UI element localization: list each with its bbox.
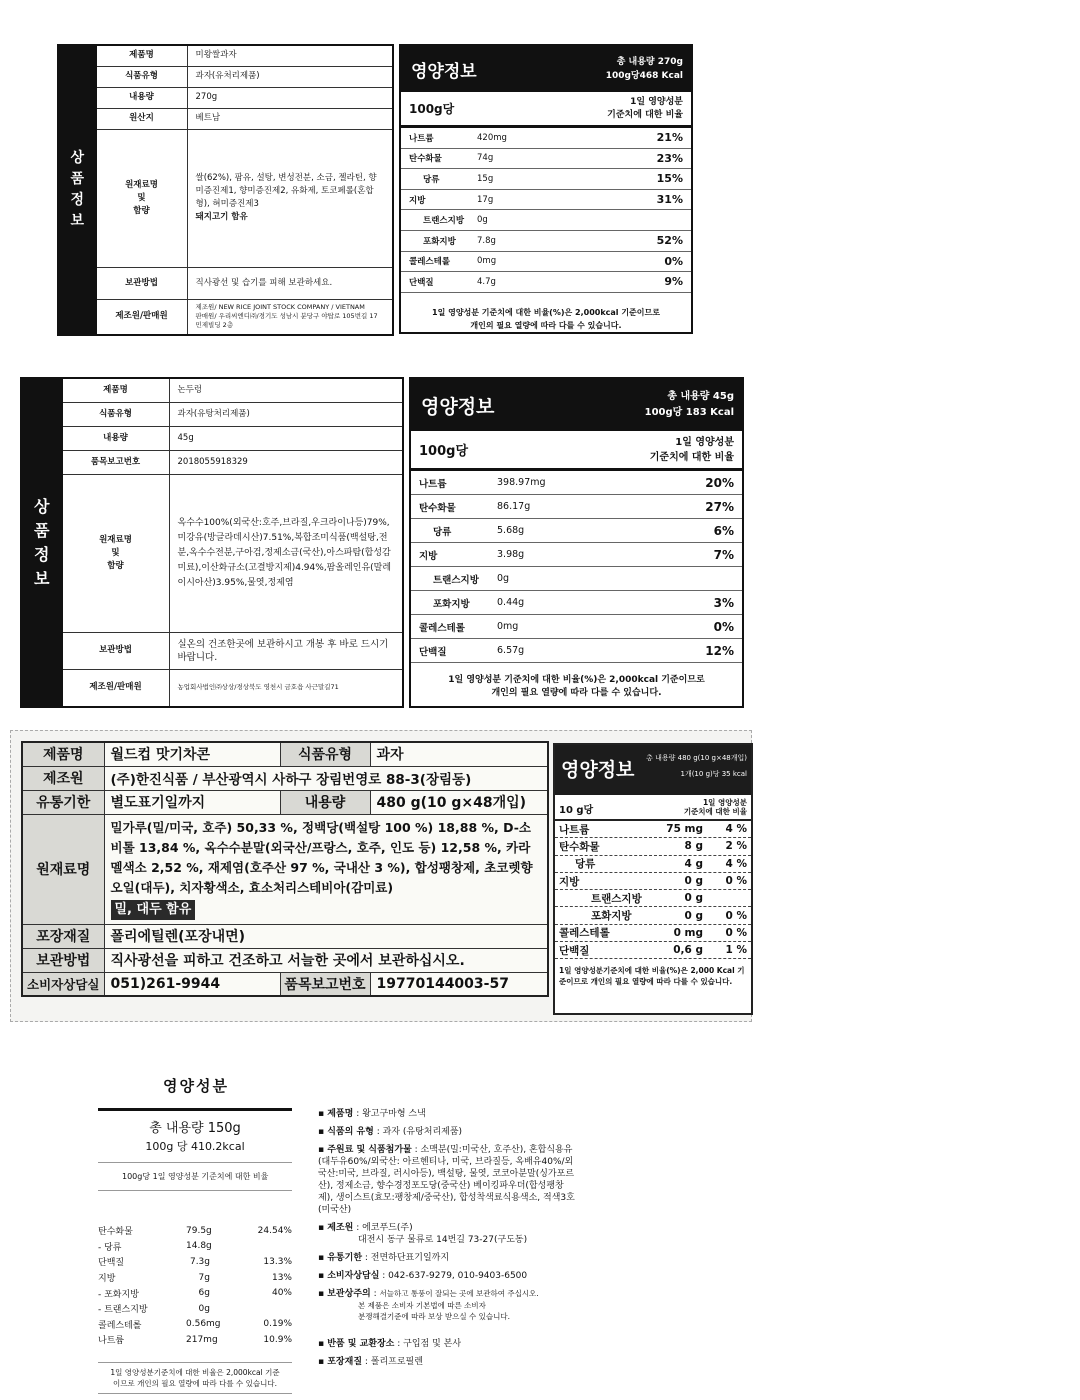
value-product-name: 월드컵 맛기차콘 xyxy=(104,742,280,766)
label-packaging: 포장재질 xyxy=(22,924,104,948)
nutrient-percent: 0.19% xyxy=(263,1319,292,1330)
nutrient-amount: 0g xyxy=(477,215,488,226)
label-ingredients: 원재료명 및 함량 xyxy=(96,129,187,267)
value-food-type: 과자(유탕처리제품) xyxy=(169,402,403,426)
label-content: 내용량 xyxy=(280,790,370,814)
info-item xyxy=(318,1270,578,1282)
nutrition-footer: 1일 영양성분기준치에 대한 비율(%)은 2,000 Kcal 기준이므로 개인의 필요 열량에 따라 다를 수 있습니다. xyxy=(559,966,745,987)
nutrient-name: 트랜스지방 xyxy=(423,216,465,227)
info-key: 주원료 및 식품첨가물 xyxy=(327,1145,412,1155)
info-key: 유통기한 xyxy=(327,1253,363,1263)
nutrition-row xyxy=(411,639,742,663)
nutrient-percent: 27% xyxy=(705,499,734,514)
nutrient-amount: 0 g xyxy=(684,909,703,922)
total-content: 총 내용량 270g xyxy=(616,57,683,67)
nutrient-percent: 7% xyxy=(713,547,734,562)
total-content: 총 내용량 150g xyxy=(149,1121,241,1136)
nutrition-footer: 1일 영양성분 기준치에 대한 비율(%)은 2,000kcal 기준이므로 개인의 필요 열량에 따라 다를 수 있습니다. xyxy=(448,674,705,698)
nutrition-footer: 1일 영양성분기준치에 대한 비율은 2,000kcal 기준 이므로 개인의 필요 열량에 따라 다를 수 있습니다. xyxy=(98,1362,292,1394)
nutrient-name: 단백질 xyxy=(419,646,447,658)
nutrition-rows xyxy=(401,128,691,293)
info-key: 제조원 xyxy=(327,1223,354,1233)
nutrition-row xyxy=(555,821,751,838)
nutrient-amount: 0 mg xyxy=(673,926,703,939)
nutrition-title: 영양정보 xyxy=(421,395,495,418)
nutrition-box-1 xyxy=(399,44,693,334)
nutrition-row xyxy=(98,1317,292,1333)
nutrient-name: 포화지방 xyxy=(433,598,470,610)
info-key: 보관상주의 xyxy=(327,1289,371,1299)
nutrition-row xyxy=(401,272,691,293)
nutrition-row xyxy=(411,615,742,639)
nutrient-percent: 9% xyxy=(664,275,683,289)
separator: : xyxy=(362,1253,371,1263)
nutrition-title: 영양정보 xyxy=(411,61,477,82)
nutrition-row xyxy=(98,1239,292,1255)
nutrition-row xyxy=(98,1254,292,1270)
nutrient-amount: 17g xyxy=(477,194,494,205)
bullet-icon: ▪ xyxy=(318,1253,328,1263)
label-content: 내용량 xyxy=(96,87,187,108)
nutrient-name: 탄수화물 xyxy=(419,502,456,514)
label-ingredients: 원재료명 및 함량 xyxy=(62,474,169,632)
nutrient-amount: 217mg xyxy=(186,1334,218,1345)
label-ingredients: 원재료명 xyxy=(22,814,104,924)
nutrient-name: 나트륨 xyxy=(409,133,434,144)
nutrient-percent: 3% xyxy=(713,595,734,610)
nutrition-row xyxy=(411,471,742,495)
total-content: 총 내용량 480 g(10 g×48개입) xyxy=(646,754,747,762)
info-key: 식품의 유형 xyxy=(327,1127,374,1137)
label-product-name: 제품명 xyxy=(96,45,187,66)
info-value: 왕고구마형 스낵 xyxy=(362,1109,426,1119)
value-product-name: 미왕쌀과자 xyxy=(187,45,393,66)
nutrient-percent: 0% xyxy=(713,619,734,634)
nutrition-header xyxy=(401,46,691,92)
nutrient-amount: 75 mg xyxy=(666,823,703,836)
value-report-number: 19770144003-57 xyxy=(370,972,548,996)
info-extra: 대전시 동구 물류로 14번길 73-27(구도동) xyxy=(358,1235,528,1245)
label-product-name: 제품명 xyxy=(22,742,104,766)
nutrient-name: 콜레스테롤 xyxy=(98,1320,142,1331)
nutrition-rows xyxy=(98,1223,292,1348)
nutrient-name: 지방 xyxy=(419,550,438,562)
nutrient-amount: 0.44g xyxy=(497,597,525,608)
value-maker: 농업회사법인㈜상상/경상북도 영천시 금호읍 사근말길71 xyxy=(169,669,403,707)
nutrient-percent: 40% xyxy=(271,1288,292,1299)
nutrient-percent: 52% xyxy=(656,234,683,248)
nutrient-name: 지방 xyxy=(559,875,580,888)
nutrient-amount: 6g xyxy=(198,1288,210,1299)
separator: : xyxy=(411,1145,421,1155)
label-expiry: 유통기한 xyxy=(22,790,104,814)
nutrient-percent: 4 % xyxy=(725,857,747,870)
info-key: 반품 및 교환장소 xyxy=(327,1339,395,1349)
kcal: 100g당 183 Kcal xyxy=(644,407,734,418)
info-item xyxy=(318,1338,578,1350)
nutrient-amount: 4.7g xyxy=(477,276,496,287)
value-consumer: 051)261-9944 xyxy=(104,972,280,996)
nutrient-amount: 3.98g xyxy=(497,549,525,560)
nutrient-name: 단백질 xyxy=(98,1258,125,1269)
nutrition-title-4: 영양성분 xyxy=(163,1077,229,1095)
label-storage: 보관방법 xyxy=(22,948,104,972)
bullet-icon: ▪ xyxy=(318,1339,328,1349)
separator: : xyxy=(373,1127,383,1137)
nutrient-name: 콜레스테롤 xyxy=(409,257,451,268)
info-extra: 본 제품은 소비자 기본법에 따른 소비자 분쟁해결기준에 따라 보상 받으실 수 있습니다. xyxy=(358,1301,510,1321)
bullet-icon: ▪ xyxy=(318,1145,328,1155)
nutrition-box-4 xyxy=(98,1108,292,1394)
nutrition-row xyxy=(555,856,751,873)
separator: : xyxy=(353,1109,363,1119)
bullet-icon: ▪ xyxy=(318,1109,328,1119)
nutrient-percent: 0 % xyxy=(725,909,747,922)
label-food-type: 식품유형 xyxy=(280,742,370,766)
label-food-type: 식품유형 xyxy=(96,66,187,87)
nutrient-amount: 7g xyxy=(198,1272,210,1283)
value-content: 45g xyxy=(169,426,403,450)
nutrition-row xyxy=(555,838,751,855)
nutrition-rows xyxy=(555,821,751,959)
nutrient-name: 포화지방 xyxy=(423,236,456,247)
nutrient-amount: 7.8g xyxy=(477,235,496,246)
nutrient-amount: 0mg xyxy=(497,621,519,632)
nutrient-amount: 420mg xyxy=(477,132,507,143)
nutrient-name: 단백질 xyxy=(409,277,434,288)
bullet-icon: ▪ xyxy=(318,1223,328,1233)
value-maker: 제조원/ NEW RICE JOINT STOCK COMPANY / VIETNAM 판매원/ 우리씨엔디㈜/경기도 성남시 분당구 야탑로 105번길 17 민제빌딩 2층 xyxy=(187,299,393,335)
bullet-icon: ▪ xyxy=(318,1289,328,1299)
label-origin: 원산지 xyxy=(96,108,187,129)
nutrient-name: 탄수화물 xyxy=(409,154,442,165)
bullet-icon: ▪ xyxy=(318,1127,328,1137)
value-food-type: 과자 xyxy=(370,742,548,766)
nutrient-amount: 8 g xyxy=(684,840,703,853)
value-ingredients: 쌀(62%), 팜유, 설탕, 변성전분, 소금, 젤라틴, 향미증진제1, 향미증진제2, 유화제, 토코페롤(혼합형), 혀미증진제3 돼지고기 함유 xyxy=(187,129,393,267)
info-key: 소비자상담실 xyxy=(327,1271,380,1281)
nutrient-name: 당류 xyxy=(433,526,452,538)
nutrient-percent: 23% xyxy=(656,151,683,165)
nutrition-header xyxy=(411,379,742,431)
nutrient-name: 나트륨 xyxy=(559,823,590,836)
nutrient-percent: 13% xyxy=(271,1272,292,1283)
label-report-number: 품목보고번호 xyxy=(280,972,370,996)
nutrition-row xyxy=(401,128,691,149)
nutrient-name: 나트륨 xyxy=(98,1336,125,1347)
value-report-number: 2018055918329 xyxy=(169,450,403,474)
separator: : xyxy=(394,1339,404,1349)
product-info-table-3 xyxy=(21,741,549,997)
nutrition-subheader: 100g당 1일 영양성분 기준치에 대한 비율 xyxy=(411,431,742,471)
photo-label-panel xyxy=(10,730,752,1022)
nutrient-percent: 21% xyxy=(656,131,683,145)
nutrient-amount: 0,6 g xyxy=(673,944,703,957)
nutrition-row xyxy=(401,169,691,190)
nutrition-row xyxy=(98,1270,292,1286)
info-value: 과자 (유탕처리제품) xyxy=(382,1127,463,1137)
label-content: 내용량 xyxy=(62,426,169,450)
nutrient-percent: 4 % xyxy=(725,823,747,836)
value-ingredients: 옥수수100%(외국산:호주,브라질,우크라이나등)79%,미강유(방글라데시산)7.51%,복합조미식품(백설탕,전분,옥수수전분,구아검,정제소금(국산),아스파탐(합성감미료),이산화규소(고결방지제)4.94%,팜올레인유(말레이시아산)3.95%,물엿,정제염 xyxy=(169,474,403,632)
allergy-note: 돼지고기 함유 xyxy=(195,212,248,222)
nutrient-amount: 5.68g xyxy=(497,525,525,536)
value-expiry: 별도표기일까지 xyxy=(104,790,280,814)
info-value: 소맥분(밀:미국산, 호주산), 혼합식용유(대두유60%/외국산: 아르헨티나, 미국, 브라질등, 옥배유40%/외국산:미국, 브라질, 러시아등), 백설탕, 물엿, 코코아분말(싱가포르산), 정제소금, 향수경정포도당(중국산) 베이킹파우더(합성팽창제), 생이스트(효모:팽창제/중국산), 합성착색료식용색소, 적색3호(미국산) xyxy=(318,1145,575,1215)
nutrition-row xyxy=(411,591,742,615)
label-maker: 제조원/판매원 xyxy=(62,669,169,707)
info-value: 폴리프로필렌 xyxy=(370,1357,423,1367)
info-value: 전면하단표기일까지 xyxy=(370,1253,450,1263)
product-info-list-4 xyxy=(318,1108,578,1374)
separator: : xyxy=(353,1223,363,1233)
nutrition-row xyxy=(555,925,751,942)
total-content: 총 내용량 45g xyxy=(667,391,734,402)
divider xyxy=(98,1108,292,1111)
value-storage: 실온의 건조한곳에 보관하시고 개봉 후 바로 드시기 바랍니다. xyxy=(169,632,403,669)
nutrient-amount: 0.56mg xyxy=(186,1319,221,1330)
kcal: 1개(10 g)당 35 kcal xyxy=(680,770,747,778)
nutrient-amount: 0g xyxy=(198,1303,210,1314)
nutrition-header xyxy=(555,745,751,795)
nutrition-row xyxy=(98,1223,292,1239)
info-item xyxy=(318,1288,578,1322)
nutrient-percent: 0% xyxy=(664,254,683,268)
nutrient-amount: 74g xyxy=(477,153,494,164)
nutrition-row xyxy=(555,942,751,959)
nutrition-row xyxy=(401,252,691,273)
value-packaging: 폴리에틸렌(포장내면) xyxy=(104,924,548,948)
label-food-type: 식품유형 xyxy=(62,402,169,426)
value-storage: 직사광선을 피하고 건조하고 서늘한 곳에서 보관하십시오. xyxy=(104,948,548,972)
info-value: 042-637-9279, 010-9403-6500 xyxy=(388,1271,528,1281)
nutrient-name: 탄수화물 xyxy=(98,1227,133,1238)
nutrient-name: - 당류 xyxy=(98,1242,122,1253)
nutrient-name: 지방 xyxy=(409,195,426,206)
allergy-badge: 밀, 대두 함유 xyxy=(111,900,196,920)
side-label: 상 품 정 보 xyxy=(21,378,62,707)
nutrition-row xyxy=(98,1301,292,1317)
nutrition-row xyxy=(98,1285,292,1301)
nutrient-amount: 4 g xyxy=(684,857,703,870)
bullet-icon: ▪ xyxy=(318,1357,328,1367)
nutrient-name: 콜레스테롤 xyxy=(419,622,465,634)
nutrition-row xyxy=(411,543,742,567)
nutrition-row xyxy=(555,890,751,907)
nutrition-box-2 xyxy=(409,377,744,708)
label-maker: 제조원/판매원 xyxy=(96,299,187,335)
nutrient-percent: 20% xyxy=(705,475,734,490)
nutrition-subheader: 10 g당 1일 영양성분 기준치에 대한 비율 xyxy=(555,795,751,821)
nutrient-amount: 15g xyxy=(477,173,494,184)
kcal: 100g 당 410.2kcal xyxy=(145,1140,245,1153)
label-consumer: 소비자상담실 xyxy=(22,972,104,996)
label-storage: 보관방법 xyxy=(96,267,187,299)
nutrient-percent: 10.9% xyxy=(263,1334,292,1345)
nutrition-row xyxy=(411,567,742,591)
nutrient-name: - 포화지방 xyxy=(98,1289,139,1300)
nutrition-row xyxy=(98,1332,292,1348)
nutrient-name: 포화지방 xyxy=(591,910,632,923)
value-storage: 직사광선 및 습기를 피해 보관하세요. xyxy=(187,267,393,299)
info-key: 제품명 xyxy=(327,1109,354,1119)
nutrient-name: 탄수화물 xyxy=(559,840,600,853)
separator: : xyxy=(362,1357,371,1367)
info-value: 서늘하고 통풍이 잘되는 곳에 보관하여 주십시오. xyxy=(379,1289,539,1298)
label-report-number: 품목보고번호 xyxy=(62,450,169,474)
value-content: 480 g(10 g×48개입) xyxy=(370,790,548,814)
nutrient-name: - 트랜스지방 xyxy=(98,1305,148,1316)
value-food-type: 과자(유처리제품) xyxy=(187,66,393,87)
nutrient-percent: 1 % xyxy=(725,944,747,957)
info-item xyxy=(318,1222,578,1246)
nutrition-row xyxy=(401,231,691,252)
nutrient-name: 단백질 xyxy=(559,944,590,957)
product-info-table-1 xyxy=(57,44,394,336)
separator: : xyxy=(379,1271,389,1281)
nutrient-name: 트랜스지방 xyxy=(591,892,642,905)
nutrition-row xyxy=(411,495,742,519)
nutrient-percent: 15% xyxy=(656,172,683,186)
nutrition-row xyxy=(401,190,691,211)
nutrition-subheader: 100g당 1일 영양성분 기준치에 대한 비율 xyxy=(98,1162,292,1191)
nutrient-percent: 6% xyxy=(713,523,734,538)
product-info-table-2 xyxy=(20,377,404,708)
nutrient-amount: 0 g xyxy=(684,892,703,905)
info-item xyxy=(318,1126,578,1138)
label-maker: 제조원 xyxy=(22,766,104,790)
nutrient-name: 당류 xyxy=(575,858,596,871)
info-value: 에코푸드(주) xyxy=(362,1223,413,1233)
nutrition-row xyxy=(555,907,751,924)
nutrient-amount: 398.97mg xyxy=(497,477,546,488)
nutrient-amount: 0g xyxy=(497,573,510,584)
nutrition-row xyxy=(401,210,691,231)
info-key: 포장재질 xyxy=(327,1357,363,1367)
info-value: 구입점 및 본사 xyxy=(403,1339,462,1349)
nutrition-subheader: 100g당 1일 영양성분 기준치에 대한 비율 xyxy=(401,92,691,128)
nutrition-title: 영양정보 xyxy=(561,759,635,781)
nutrient-percent: 13.3% xyxy=(263,1256,292,1267)
nutrient-name: 콜레스테롤 xyxy=(559,927,610,940)
nutrient-percent: 12% xyxy=(705,643,734,658)
bullet-icon: ▪ xyxy=(318,1271,328,1281)
nutrient-name: 나트륨 xyxy=(419,478,447,490)
label-storage: 보관방법 xyxy=(62,632,169,669)
nutrient-amount: 86.17g xyxy=(497,501,531,512)
nutrition-row xyxy=(411,519,742,543)
nutrient-percent: 0 % xyxy=(725,926,747,939)
nutrient-amount: 7.3g xyxy=(189,1256,210,1267)
info-item xyxy=(318,1108,578,1120)
value-ingredients: 밀가루(밀/미국, 호주) 50,33 %, 정백당(백설탕 100 %) 18,88 %, D-소비톨 13,84 %, 옥수수분말(외국산/프랑스, 호주, 인도 등) 12,58 %, 카라멜색소 2,52 %, 재제염(호주산 97 %, 국내산 3 %), 합성팽창제, 초코렛향오일(대두), 치자황색소, 효소처리스테비아(감미료) 밀, 대두 함유 xyxy=(104,814,548,924)
nutrient-amount: 14.8g xyxy=(186,1241,212,1252)
nutrient-name: 당류 xyxy=(423,174,440,185)
nutrition-row xyxy=(555,873,751,890)
nutrient-amount: 79.5g xyxy=(186,1225,212,1236)
info-item xyxy=(318,1252,578,1264)
separator: : xyxy=(370,1289,380,1299)
value-origin: 베트남 xyxy=(187,108,393,129)
nutrition-footer: 1일 영양성분 기준치에 대한 비율(%)은 2,000kcal 기준이므로 개인의 필요 열량에 따라 다를 수 있습니다. xyxy=(432,307,660,330)
nutrient-amount: 0 g xyxy=(684,875,703,888)
nutrient-percent: 31% xyxy=(656,193,683,207)
side-label: 상 품 정 보 xyxy=(58,45,96,335)
nutrient-name: 지방 xyxy=(98,1274,116,1285)
nutrient-amount: 0mg xyxy=(477,256,497,267)
label-product-name: 제품명 xyxy=(62,378,169,402)
nutrient-name: 트랜스지방 xyxy=(433,574,479,586)
value-content: 270g xyxy=(187,87,393,108)
nutrition-row xyxy=(401,149,691,170)
value-product-name: 논두렁 xyxy=(169,378,403,402)
nutrient-percent: 0 % xyxy=(725,875,747,888)
nutrient-percent: 2 % xyxy=(725,840,747,853)
info-item xyxy=(318,1144,578,1216)
nutrition-rows xyxy=(411,471,742,663)
value-maker: (주)한진식품 / 부산광역시 사하구 장림번영로 88-3(장림동) xyxy=(104,766,548,790)
info-item xyxy=(318,1356,578,1368)
kcal: 100g당468 Kcal xyxy=(605,71,683,81)
nutrient-percent: 24.54% xyxy=(257,1225,292,1236)
nutrition-box-3 xyxy=(553,743,753,1015)
nutrient-amount: 6.57g xyxy=(497,645,525,656)
